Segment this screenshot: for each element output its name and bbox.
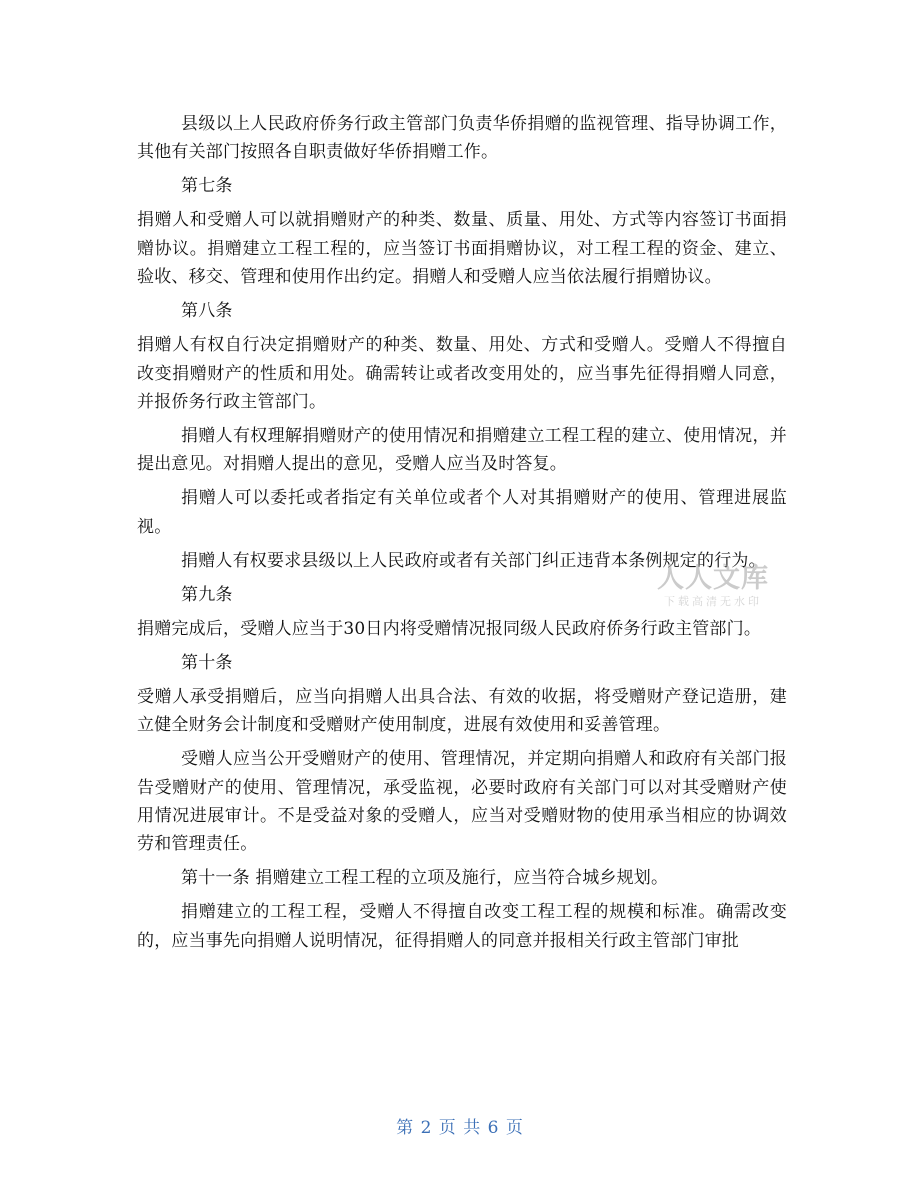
- paragraph: 县级以上人民政府侨务行政主管部门负责华侨捐赠的监视管理、指导协调工作，其他有关部门按照各自职责做好华侨捐赠工作。: [137, 114, 787, 163]
- paragraph: 捐赠人有权要求县级以上人民政府或者有关部门纠正违背本条例规定的行为。: [181, 550, 766, 571]
- paragraph: 捐赠人可以委托或者指定有关单位或者个人对其捐赠财产的使用、管理进展监视。: [137, 488, 787, 537]
- paragraph: 受赠人应当公开受赠财产的使用、管理情况，并定期向捐赠人和政府有关部门报告受赠财产的使用、管理情况，承受监视，必要时政府有关部门可以对其受赠财产使用情况进展审计。不是受益对象的受赠人，应当对受赠财物的使用承当相应的协调效劳和管理责任。: [137, 749, 787, 855]
- watermark-subtitle: 下载高清无水印: [664, 595, 762, 608]
- paragraph: 捐赠完成后，受赠人应当于30日内将受赠情况报同级人民政府侨务行政主管部门。: [137, 618, 762, 639]
- watermark-title: 人人文库: [657, 563, 769, 594]
- paragraph: 捐赠建立的工程工程，受赠人不得擅自改变工程工程的规模和标准。确需改变的，应当事先向捐赠人说明情况，征得捐赠人的同意并报相关行政主管部门审批: [137, 902, 787, 951]
- article-heading-10: 第十条: [181, 652, 233, 673]
- article-heading-11: 第十一条 捐赠建立工程工程的立项及施行，应当符合城乡规划。: [181, 868, 669, 889]
- paragraph: 受赠人承受捐赠后，应当向捐赠人出具合法、有效的收据，将受赠财产登记造册，建立健全财务会计制度和受赠财产使用制度，进展有效使用和妥善管理。: [137, 686, 787, 736]
- article-heading-7: 第七条: [181, 176, 233, 197]
- paragraph: 捐赠人和受赠人可以就捐赠财产的种类、数量、质量、用处、方式等内容签订书面捐赠协议。捐赠建立工程工程的，应当签订书面捐赠协议，对工程工程的资金、建立、验收、移交、管理和使用作出约定。捐赠人和受赠人应当依法履行捐赠协议。: [137, 210, 787, 288]
- document-body: [137, 110, 787, 961]
- paragraph: 捐赠人有权理解捐赠财产的使用情况和捐赠建立工程工程的建立、使用情况，并提出意见。对捐赠人提出的意见，受赠人应当及时答复。: [137, 426, 787, 475]
- page-number-footer: 第 2 页 共 6 页: [396, 1118, 524, 1138]
- article-heading-9: 第九条: [181, 584, 233, 605]
- article-heading-8: 第八条: [181, 301, 233, 322]
- paragraph: 捐赠人有权自行决定捐赠财产的种类、数量、用处、方式和受赠人。受赠人不得擅自改变捐赠财产的性质和用处。确需转让或者改变用处的，应当事先征得捐赠人同意，并报侨务行政主管部门。: [137, 335, 787, 413]
